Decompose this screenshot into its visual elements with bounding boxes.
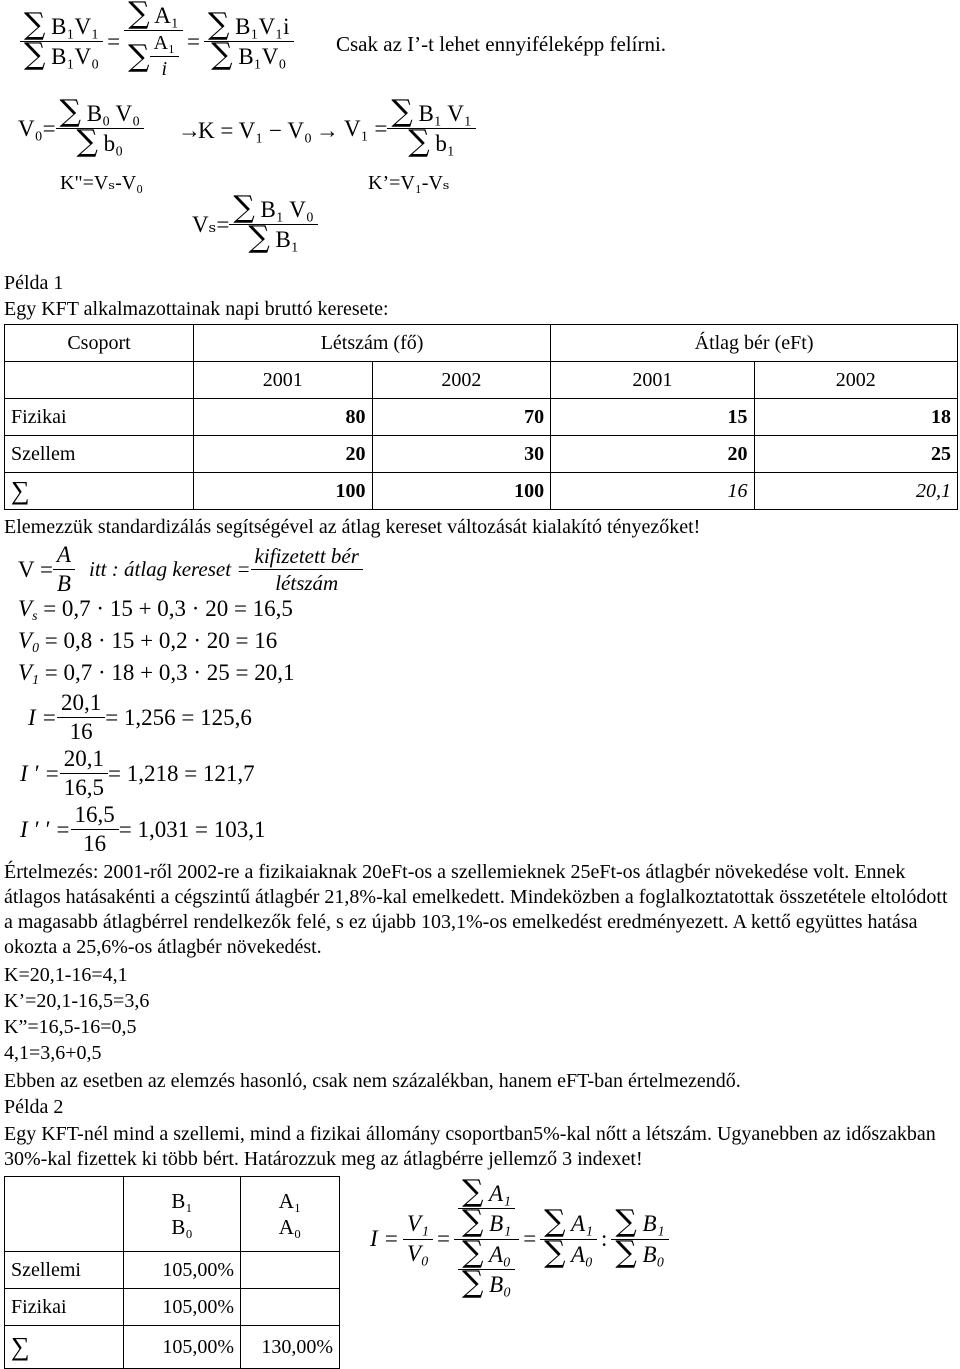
ratio-fraction-3: $\frac{\text{∑ B₁V₁i}}{\text{∑ B₁V₀}}$: [204, 13, 294, 71]
year-cell: 2002: [754, 362, 957, 399]
header-wage: Átlag bér (eFt): [551, 325, 958, 362]
cell: 105,00%: [124, 1326, 241, 1369]
k-line: K’=20,1-16,5=3,6: [4, 990, 150, 1012]
year-cell: 2001: [194, 362, 373, 399]
table-row: [5, 399, 958, 436]
k-double-prime: K"=Vₛ-V₀: [60, 172, 144, 194]
header-a-ratio: A₁ A₀: [241, 1177, 340, 1252]
index-i-prime-formula: I ′ = $\frac{20,1}{16,5}$ = 1,218 = 121,7: [20, 746, 255, 801]
year-cell: 2001: [551, 362, 754, 399]
year-cell: 2002: [372, 362, 551, 399]
row-label: Szellemi: [5, 1252, 124, 1289]
v0-equation: $V_0 = 0,8 \cdot 15 + 0,2 \cdot 20 = 16$: [18, 628, 278, 656]
k-formula: K = V₁ − V₀: [198, 118, 312, 143]
vs-formula: Vₛ= $\frac{\text{∑ B₁ V₀}}{\text{∑ B₁}}$: [192, 196, 318, 254]
conclusion-text: Ebben az esetben az elemzés hasonló, csak nem százalékban, hanem eFT-ban értelmezendő.: [4, 1070, 741, 1092]
cell: 100: [194, 473, 373, 510]
row-label: Fizikai: [5, 399, 194, 436]
row-label: Fizikai: [5, 1289, 124, 1326]
table-row: [5, 436, 958, 473]
header-count: Létszám (fő): [194, 325, 551, 362]
table-row: [5, 1289, 340, 1326]
example1-table: [4, 324, 958, 510]
k-line: K”=16,5-16=0,5: [4, 1016, 137, 1038]
header-empty: [5, 1177, 124, 1252]
v1-equation: $V_1 = 0,7 \cdot 18 + 0,3 \cdot 25 = 20,1$: [18, 660, 295, 688]
cell: 100: [372, 473, 551, 510]
example2-text: Egy KFT-nél mind a szellemi, mind a fizikai állomány csoportban5%-kal nőtt a létszám. Ugyanebben az időszakban 30%-kal fizettek ki több bért. Határozzuk meg az átlagbérre jellemző 3 indexet!: [4, 1123, 936, 1170]
table-row: [5, 473, 958, 510]
cell: 16: [551, 473, 754, 510]
header-empty: [5, 362, 194, 399]
example1-task: Elemezzük standardizálás segítségével az átlag kereset változását kialakító tényezőket!: [4, 516, 701, 538]
cell: 20,1: [754, 473, 957, 510]
cell: 105,00%: [124, 1252, 241, 1289]
cell: 18: [754, 399, 957, 436]
header-b-ratio: B₁ B₀: [124, 1177, 241, 1252]
cell: 20: [551, 436, 754, 473]
ratio-identity-formula: $\frac{\text{∑ B₁V₁}}{\text{∑ B₁V₀}}$ = ∑ A₁ ∑ $\frac{\text{A₁}}{i}$ = $\frac{\text{∑ B₁V₁i}}{\text{∑ B₁V₀}}$: [20, 2, 294, 81]
cell: 70: [372, 399, 551, 436]
example2-index-formula: I = $\frac{\text{V₁}}{\text{V₀}}$ = $\frac{\frac{\text{∑ A₁}}{\text{∑ B₁}}}{\frac{\text{∑ A₀}}{\text{∑ B₀}}}$ = $\frac{\text{∑ A₁}}{\text{∑ A₀}}$ : $\frac{\text{∑ B₁}}{\text{∑ B₀}}$: [370, 1180, 673, 1299]
definition-formula: V = $\frac{A}{B}$ itt : átlag kereset = $\frac{\text{kifizetett bér}}{\text{létszám}}$: [18, 542, 363, 598]
example1-intro: Egy KFT alkalmazottainak napi bruttó keresete:: [4, 298, 389, 320]
row-label: Szellem: [5, 436, 194, 473]
sum-label: ∑: [5, 473, 194, 510]
v0-formula: V₀= $\frac{\text{∑ B₀ V₀}}{\text{∑ b₀}}$: [18, 100, 144, 158]
cell: [241, 1252, 340, 1289]
cell: 30: [372, 436, 551, 473]
table-row: [5, 1326, 340, 1369]
ratio-fraction-2: ∑ A₁ ∑ $\frac{\text{A₁}}{i}$: [124, 2, 183, 81]
arrow-2: →: [316, 118, 339, 143]
cell: [241, 1289, 340, 1326]
v1-formula: V₁ = $\frac{\text{∑ B₁ V₁}}{\text{∑ b₁}}$: [344, 100, 476, 158]
k-single-prime: K’=V₁-Vₛ: [368, 172, 450, 194]
cell: 80: [194, 399, 373, 436]
example2-table: [4, 1176, 340, 1369]
ratio-fraction-1: $\frac{\text{∑ B₁V₁}}{\text{∑ B₁V₀}}$: [20, 13, 103, 71]
table-row: [5, 1252, 340, 1289]
note-text: Csak az I’-t lehet ennyiféleképp felírni.: [336, 32, 667, 56]
k-line: 4,1=3,6+0,5: [4, 1042, 102, 1064]
cell: 105,00%: [124, 1289, 241, 1326]
cell: 130,00%: [241, 1326, 340, 1369]
k-line: K=20,1-16=4,1: [4, 964, 128, 986]
example2-title: Példa 2: [4, 1096, 64, 1118]
cell: 25: [754, 436, 957, 473]
header-group: Csoport: [5, 325, 194, 362]
cell: 15: [551, 399, 754, 436]
sum-label: ∑: [5, 1326, 124, 1369]
example1-title: Példa 1: [4, 272, 64, 294]
arrow-1: →: [178, 118, 201, 143]
interpretation-paragraph: Értelmezés: 2001-ről 2002-re a fizikaiaknak 20eFt-os a szellemieknek 25eFt-os átlagbér növekedése volt. Ennek átlagos hatásakénti a cégszintű átlagbér 21,8%-kal emelkedett. Mindeközben a foglalkoztatottak összetétele eltolódott a magasabb átlagbérrel rendelkezők felé, s ez újabb 103,1%-os emelkedést eredményezett. A kettő együttes hatása okozta a 25,6%-os átlagbér növekedést.: [4, 861, 948, 958]
vs-equation: $V_s = 0,7 \cdot 15 + 0,3 \cdot 20 = 16,5$: [18, 596, 293, 624]
index-i-formula: I = $\frac{20,1}{16}$ = 1,256 = 125,6: [28, 690, 252, 745]
cell: 20: [194, 436, 373, 473]
index-i-double-prime-formula: I ′ ′ = $\frac{16,5}{16}$ = 1,031 = 103,1: [20, 802, 266, 857]
